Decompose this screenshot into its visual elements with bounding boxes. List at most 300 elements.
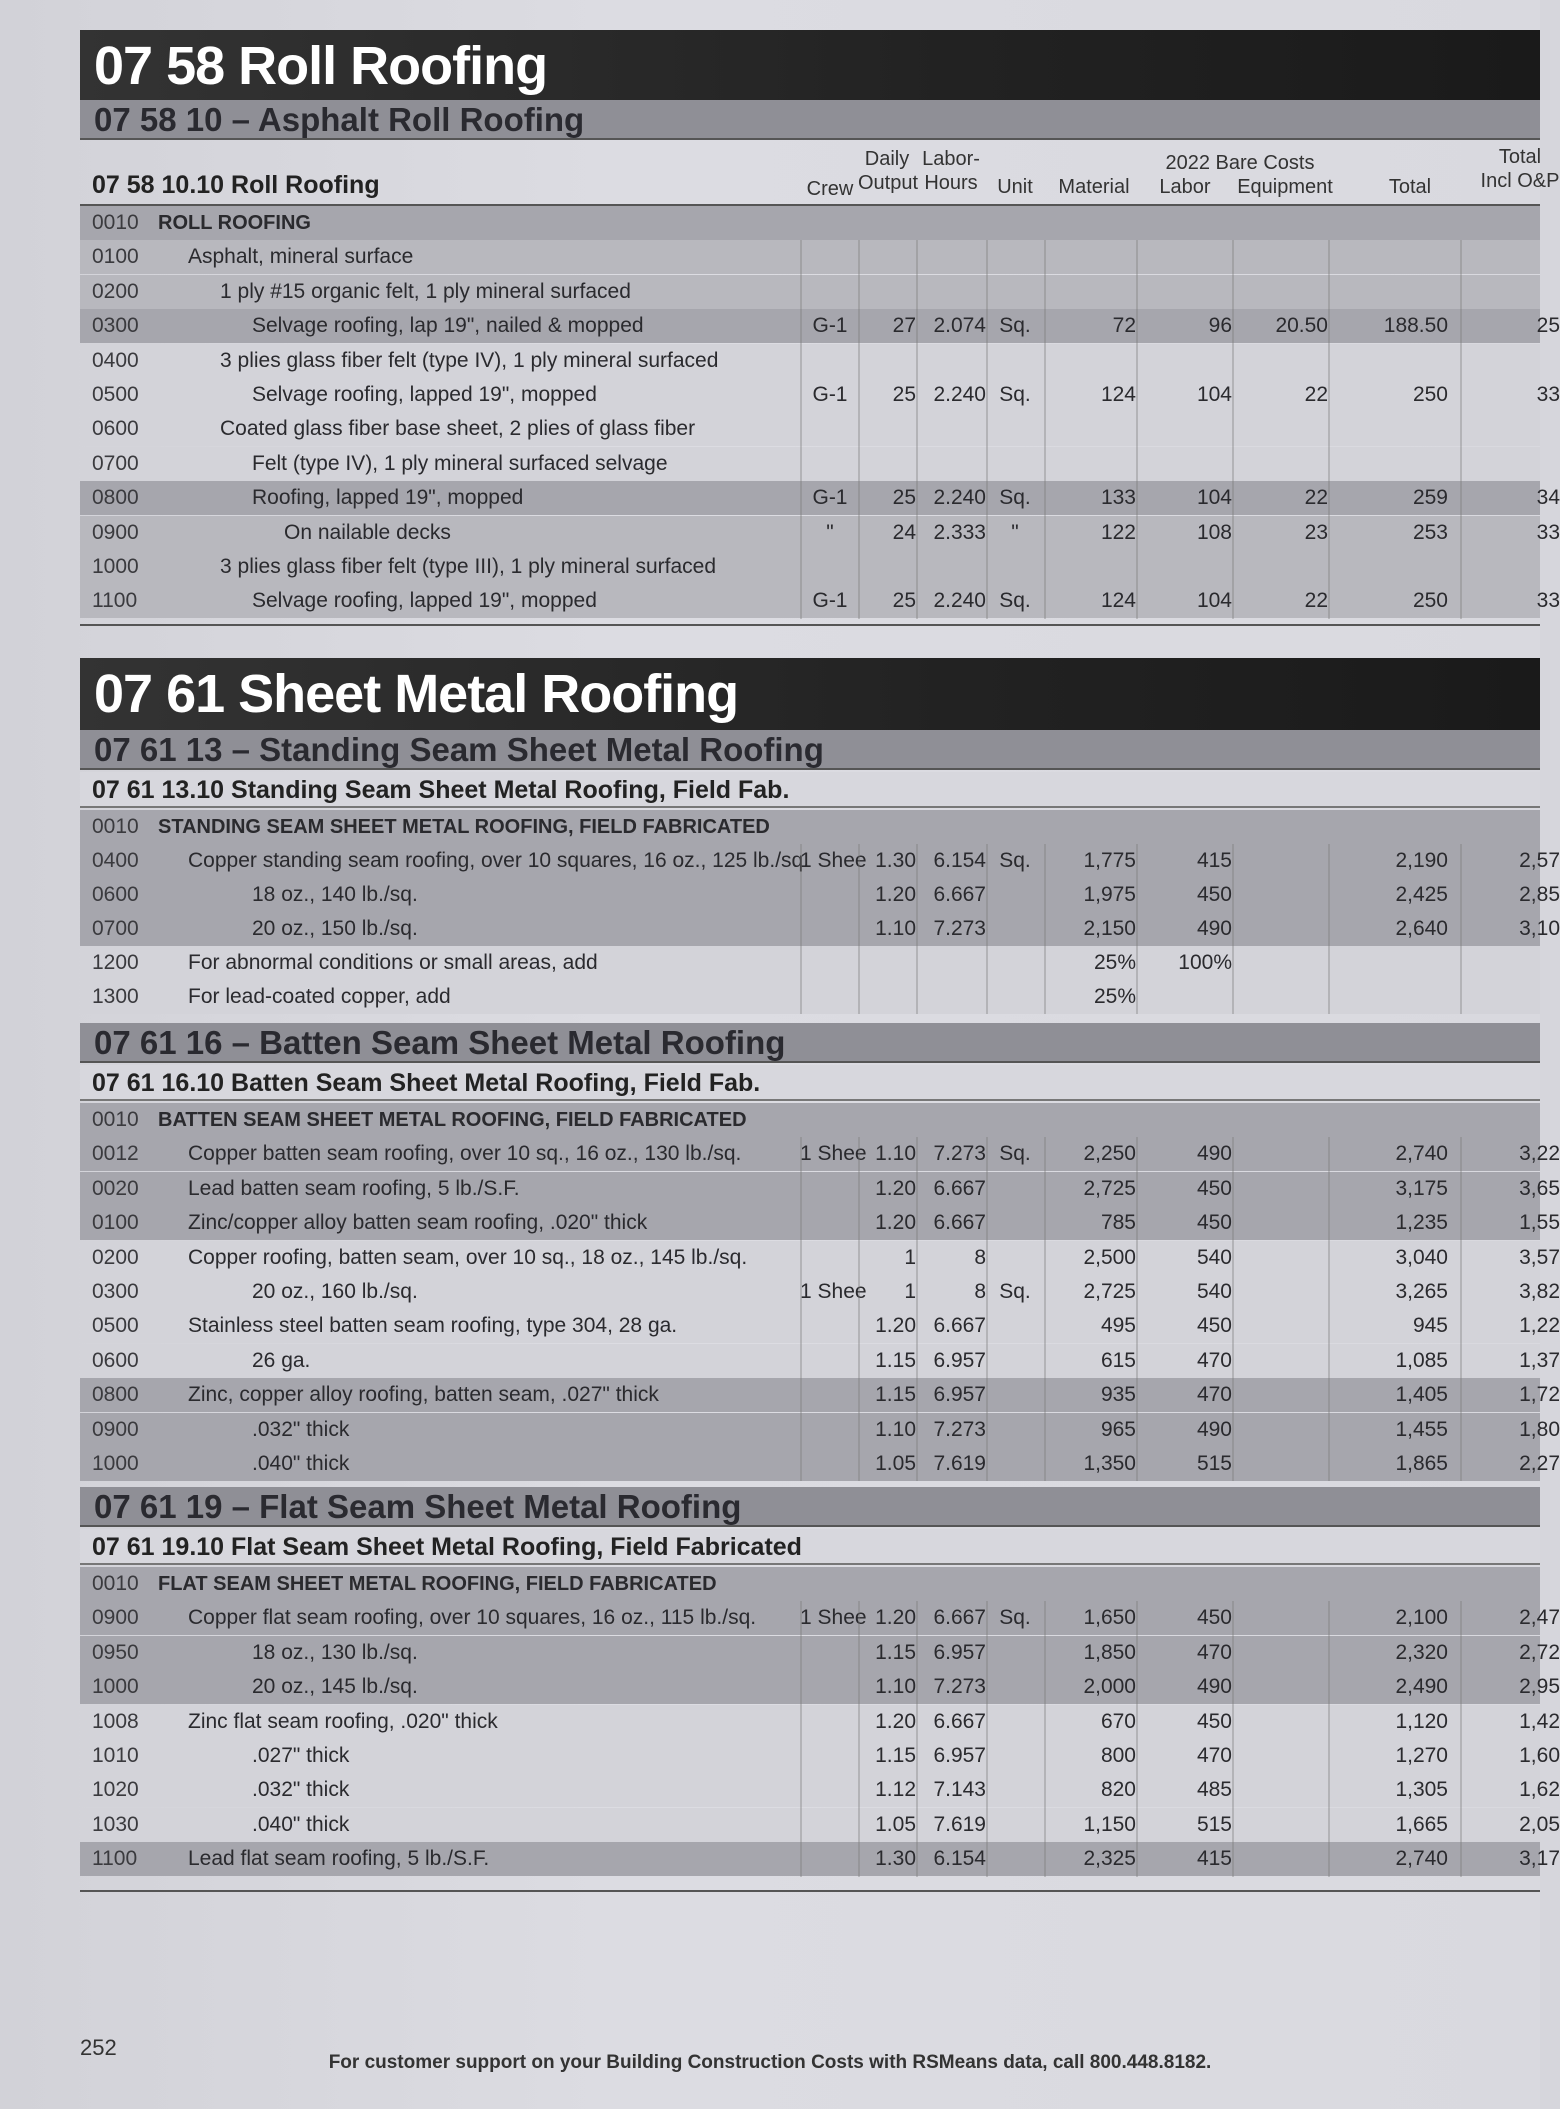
line-number: 1300 (92, 985, 139, 1008)
crew: G-1 (812, 383, 848, 406)
column-divider (1136, 240, 1138, 618)
total-incl-op: 2,47 (1519, 1606, 1560, 1630)
total-cost: 1,085 (1395, 1348, 1448, 1372)
material-cost: 124 (1100, 589, 1136, 613)
labor-cost: 450 (1196, 883, 1232, 906)
daily-output: 25 (892, 383, 916, 406)
description: .027" thick (252, 1744, 350, 1767)
description: Stainless steel batten seam roofing, type 304, 28 ga. (188, 1314, 678, 1338)
labor-cost: 108 (1196, 520, 1232, 544)
table-title: 07 58 10.10 Roll Roofing (92, 171, 380, 199)
material-cost: 122 (1100, 520, 1136, 544)
line-number: 0700 (92, 917, 139, 940)
total-incl-op: 1,37 (1519, 1348, 1560, 1372)
material-cost: 785 (1100, 1211, 1136, 1235)
column-divider (800, 1601, 802, 1876)
line-number: 0010 (92, 1108, 139, 1131)
table-row (80, 1808, 1560, 1842)
labor-cost: 450 (1196, 1176, 1232, 1200)
total-cost: 1,120 (1395, 1709, 1448, 1733)
daily-output: 1.20 (875, 1211, 916, 1235)
header-output: Output (858, 172, 919, 194)
daily-output: 24 (892, 520, 916, 544)
column-divider (1232, 240, 1234, 618)
description: 18 oz., 130 lb./sq. (252, 1640, 418, 1664)
labor-hours: 2.333 (933, 520, 986, 544)
labor-cost: 470 (1196, 1744, 1232, 1767)
table-row (80, 1137, 1560, 1171)
description: Asphalt, mineral surface (188, 245, 414, 269)
material-cost: 133 (1100, 486, 1136, 510)
daily-output: 1.12 (875, 1778, 916, 1802)
description: .032" thick (252, 1778, 350, 1802)
description: Lead flat seam roofing, 5 lb./S.F. (188, 1847, 490, 1871)
column-divider (986, 240, 988, 618)
line-number: 1000 (92, 1675, 139, 1699)
line-number: 1030 (92, 1812, 139, 1836)
description: 20 oz., 160 lb./sq. (252, 1280, 418, 1303)
total-incl-op: 2,72 (1519, 1640, 1560, 1664)
header-equipment: Equipment (1237, 176, 1333, 198)
line-number: 1008 (92, 1709, 139, 1733)
crew: 1 Shee (800, 849, 867, 872)
material-cost: 1,350 (1083, 1452, 1136, 1475)
page-number: 252 (80, 2035, 117, 2060)
table-row (80, 1842, 1560, 1876)
description: 26 ga. (252, 1348, 311, 1372)
table-row (80, 1773, 1560, 1807)
line-number: 0400 (92, 849, 139, 872)
line-number: 0500 (92, 1314, 139, 1338)
table-row (80, 912, 1560, 946)
labor-cost: 415 (1196, 1847, 1232, 1871)
header-hours: Hours (924, 172, 978, 194)
labor-hours: 7.619 (933, 1452, 986, 1475)
table-row (80, 516, 1560, 550)
labor-cost: 470 (1196, 1640, 1232, 1664)
column-divider (1232, 1137, 1234, 1481)
labor-cost: 450 (1196, 1606, 1232, 1630)
labor-hours: 7.619 (933, 1812, 986, 1836)
line-number: 1100 (92, 589, 138, 613)
column-divider (1136, 1601, 1138, 1876)
column-divider (858, 240, 860, 618)
description: Copper standing seam roofing, over 10 squares, 16 oz., 125 lb./sq. (188, 849, 810, 872)
description: For lead-coated copper, add (188, 985, 451, 1008)
description: ROLL ROOFING (158, 212, 311, 234)
total-cost: 2,100 (1395, 1606, 1448, 1630)
line-number: 0100 (92, 245, 139, 269)
total-cost: 250 (1412, 589, 1448, 613)
table-row (80, 1705, 1560, 1739)
daily-output: 1.10 (875, 917, 916, 940)
table-row (80, 1670, 1560, 1704)
line-number: 0400 (92, 348, 139, 372)
crew: G-1 (812, 589, 848, 613)
total-cost: 2,490 (1395, 1675, 1448, 1699)
material-cost: 2,250 (1083, 1142, 1136, 1166)
header-material: Material (1058, 176, 1130, 198)
divider (80, 624, 1540, 626)
material-cost: 2,150 (1083, 917, 1136, 940)
labor-hours: 6.667 (933, 1176, 986, 1200)
total-incl-op: 34 (1536, 486, 1560, 510)
labor-hours: 2.240 (933, 383, 986, 406)
equipment-cost: 22 (1304, 383, 1328, 406)
column-divider (1328, 240, 1330, 618)
column-divider (1328, 844, 1330, 1014)
line-number: 0900 (92, 1417, 139, 1441)
material-cost: 1,150 (1083, 1812, 1136, 1836)
daily-output: 1.15 (875, 1640, 916, 1664)
labor-hours: 6.667 (933, 1709, 986, 1733)
column-divider (1460, 1601, 1462, 1876)
table-row (80, 309, 1560, 343)
labor-cost: 415 (1196, 849, 1232, 872)
material-cost: 820 (1100, 1778, 1136, 1802)
material-cost: 2,000 (1083, 1675, 1136, 1699)
total-incl-op: 33 (1536, 383, 1560, 406)
labor-hours: 6.957 (933, 1348, 986, 1372)
description: .032" thick (252, 1417, 350, 1441)
column-divider (1044, 844, 1046, 1014)
total-incl-op: 33 (1536, 589, 1560, 613)
material-cost: 935 (1100, 1383, 1136, 1407)
description: 3 plies glass fiber felt (type III), 1 ply mineral surfaced (220, 555, 717, 578)
total-incl-op: 3,65 (1519, 1176, 1560, 1200)
description: .040" thick (252, 1812, 350, 1836)
labor-hours: 2.074 (933, 314, 986, 338)
labor-hours: 6.667 (933, 1606, 986, 1630)
daily-output: 1.05 (875, 1812, 916, 1836)
daily-output: 1.10 (875, 1675, 916, 1699)
material-cost: 2,500 (1083, 1245, 1136, 1269)
daily-output: 1.20 (875, 1314, 916, 1338)
equipment-cost: 22 (1304, 486, 1328, 510)
daily-output: 25 (892, 589, 916, 613)
total-incl-op: 3,82 (1519, 1280, 1560, 1303)
table-row (80, 206, 1540, 240)
table-row (80, 378, 1560, 412)
labor-cost: 450 (1196, 1314, 1232, 1338)
line-number: 0300 (92, 314, 139, 338)
crew: G-1 (812, 486, 848, 510)
column-divider (1044, 1137, 1046, 1481)
labor-hours: 2.240 (933, 589, 986, 613)
description: 20 oz., 150 lb./sq. (252, 917, 418, 940)
labor-cost: 104 (1196, 486, 1232, 510)
line-number: 1000 (92, 1452, 139, 1475)
total-incl-op: 3,57 (1519, 1245, 1560, 1269)
table-row (80, 844, 1560, 878)
line-number: 1020 (92, 1778, 139, 1802)
table-row (80, 1413, 1560, 1447)
column-divider (858, 1601, 860, 1876)
table-row (80, 1103, 1540, 1137)
total-incl-op: 3,22 (1519, 1142, 1560, 1166)
table-row (80, 946, 1540, 980)
labor-hours: 7.273 (933, 1142, 986, 1166)
description: Copper batten seam roofing, over 10 sq., 16 oz., 130 lb./sq. (188, 1142, 742, 1166)
footer-text: For customer support on your Building Construction Costs with RSMeans data, call 800.448.8182. (328, 2052, 1212, 2073)
table-row (80, 240, 1540, 274)
total-cost: 2,320 (1395, 1640, 1448, 1664)
total-incl-op: 1,55 (1519, 1211, 1560, 1235)
section-title-roll-roofing: 07 58 Roll Roofing (80, 30, 1540, 102)
table-row (80, 1275, 1560, 1309)
material-cost: 25% (1093, 985, 1136, 1008)
header-unit: Unit (997, 176, 1033, 198)
labor-hours: 6.957 (933, 1640, 986, 1664)
daily-output: 1.10 (875, 1142, 916, 1166)
header-incl-op: Incl O&P (1480, 170, 1560, 192)
header-total-op: Total (1498, 146, 1542, 168)
table-row (80, 1567, 1540, 1601)
description: Selvage roofing, lapped 19", mopped (252, 383, 597, 406)
total-incl-op: 1,62 (1519, 1778, 1560, 1802)
crew: 1 Shee (800, 1142, 867, 1166)
description: 18 oz., 140 lb./sq. (252, 883, 418, 906)
labor-hours: 6.154 (933, 1847, 986, 1871)
description: Copper flat seam roofing, over 10 squares, 16 oz., 115 lb./sq. (188, 1606, 757, 1630)
total-cost: 1,865 (1395, 1452, 1448, 1475)
total-cost: 2,190 (1395, 849, 1448, 872)
daily-output: 1.15 (875, 1383, 916, 1407)
column-divider (1460, 844, 1462, 1014)
column-divider (1328, 1137, 1330, 1481)
description: On nailable decks (284, 520, 451, 544)
unit: " (1011, 520, 1019, 544)
crew: " (826, 520, 834, 544)
line-number: 0012 (92, 1142, 139, 1166)
line-number: 0600 (92, 417, 139, 441)
daily-output: 1.30 (875, 849, 916, 872)
table-title-flat-seam: 07 61 19.10 Flat Seam Sheet Metal Roofing, Field Fabricated (80, 1529, 1540, 1565)
labor-cost: 490 (1196, 1142, 1232, 1166)
labor-hours: 7.273 (933, 917, 986, 940)
material-cost: 1,975 (1083, 883, 1136, 906)
daily-output: 1.15 (875, 1348, 916, 1372)
column-divider (800, 844, 802, 1014)
total-incl-op: 25 (1536, 314, 1560, 338)
total-incl-op: 3,17 (1519, 1847, 1560, 1871)
line-number: 1100 (92, 1847, 138, 1871)
total-incl-op: 1,60 (1519, 1744, 1560, 1767)
line-number: 0900 (92, 520, 139, 544)
line-number: 0300 (92, 1280, 139, 1303)
total-cost: 3,040 (1395, 1245, 1448, 1269)
table-row (80, 447, 1540, 481)
description: Coated glass fiber base sheet, 2 plies of glass fiber (220, 417, 696, 441)
unit: Sq. (999, 1606, 1031, 1630)
daily-output: 1 (904, 1280, 916, 1303)
column-divider (1232, 844, 1234, 1014)
line-number: 0020 (92, 1176, 139, 1200)
material-cost: 2,725 (1083, 1176, 1136, 1200)
table-row (80, 1241, 1560, 1275)
description: BATTEN SEAM SHEET METAL ROOFING, FIELD FABRICATED (158, 1109, 747, 1131)
total-incl-op: 1,42 (1519, 1709, 1560, 1733)
line-number: 0700 (92, 451, 139, 475)
description: Zinc flat seam roofing, .020" thick (188, 1709, 498, 1733)
line-number: 0600 (92, 883, 139, 906)
unit: Sq. (999, 383, 1031, 406)
total-incl-op: 1,80 (1519, 1417, 1560, 1441)
labor-hours: 6.154 (933, 849, 986, 872)
equipment-cost: 20.50 (1275, 314, 1328, 338)
labor-hours: 6.667 (933, 1314, 986, 1338)
subsection-batten-seam: 07 61 16 – Batten Seam Sheet Metal Roofing (80, 1023, 1540, 1063)
table-row (80, 878, 1560, 912)
table-row (80, 1344, 1560, 1378)
total-incl-op: 1,22 (1519, 1314, 1560, 1338)
description: Lead batten seam roofing, 5 lb./S.F. (188, 1176, 520, 1200)
line-number: 0900 (92, 1606, 139, 1630)
description: Felt (type IV), 1 ply mineral surfaced selvage (252, 451, 668, 475)
description: .040" thick (252, 1452, 350, 1475)
labor-cost: 540 (1196, 1245, 1232, 1269)
table-title-batten-seam: 07 61 16.10 Batten Seam Sheet Metal Roofing, Field Fab. (80, 1065, 1540, 1101)
table-row (80, 344, 1540, 378)
description: Zinc, copper alloy roofing, batten seam, .027" thick (188, 1383, 659, 1407)
labor-cost: 515 (1196, 1812, 1232, 1836)
column-divider (986, 1601, 988, 1876)
table-row (80, 481, 1560, 515)
table-row (80, 1636, 1560, 1670)
description: Selvage roofing, lap 19", nailed & mopped (252, 314, 644, 338)
subsection-standing-seam: 07 61 13 – Standing Seam Sheet Metal Roofing (80, 730, 1540, 770)
material-cost: 2,725 (1083, 1280, 1136, 1303)
unit: Sq. (999, 849, 1031, 872)
description: 20 oz., 145 lb./sq. (252, 1675, 418, 1699)
description: Selvage roofing, lapped 19", mopped (252, 589, 597, 613)
line-number: 0010 (92, 211, 139, 234)
material-cost: 25% (1093, 951, 1136, 974)
total-cost: 1,305 (1395, 1778, 1448, 1802)
labor-cost: 485 (1196, 1778, 1232, 1802)
table-row (80, 980, 1540, 1014)
table-row (80, 550, 1540, 584)
material-cost: 1,850 (1083, 1640, 1136, 1664)
total-cost: 2,425 (1395, 883, 1448, 906)
column-divider (986, 844, 988, 1014)
column-divider (858, 844, 860, 1014)
subsection-flat-seam: 07 61 19 – Flat Seam Sheet Metal Roofing (80, 1487, 1540, 1527)
header-labor: Labor (1159, 176, 1211, 198)
subsection-asphalt-roll-roofing: 07 58 10 – Asphalt Roll Roofing (80, 100, 1540, 140)
description: Roofing, lapped 19", mopped (252, 486, 524, 510)
unit: Sq. (999, 486, 1031, 510)
line-number: 0200 (92, 279, 139, 303)
labor-cost: 490 (1196, 1417, 1232, 1441)
crew: G-1 (812, 314, 848, 338)
total-cost: 1,665 (1395, 1812, 1448, 1836)
equipment-cost: 23 (1304, 520, 1328, 544)
header-daily: Daily (864, 148, 910, 170)
column-divider (1136, 1137, 1138, 1481)
column-divider (986, 1137, 988, 1481)
crew: 1 Shee (800, 1280, 867, 1303)
labor-cost: 104 (1196, 589, 1232, 613)
daily-output: 1.20 (875, 1176, 916, 1200)
total-cost: 2,740 (1395, 1142, 1448, 1166)
line-number: 1000 (92, 555, 139, 578)
total-incl-op: 2,27 (1519, 1452, 1560, 1475)
line-number: 0600 (92, 1348, 139, 1372)
daily-output: 25 (892, 486, 916, 510)
equipment-cost: 22 (1304, 589, 1328, 613)
total-cost: 3,175 (1395, 1176, 1448, 1200)
header-crew: Crew (806, 178, 854, 200)
total-cost: 253 (1412, 520, 1448, 544)
header-labor-hours: Labor- (922, 148, 980, 170)
table-row (80, 1172, 1560, 1206)
column-divider (1232, 1601, 1234, 1876)
line-number: 0200 (92, 1245, 139, 1269)
table-row (80, 1206, 1560, 1240)
labor-hours: 6.957 (933, 1744, 986, 1767)
material-cost: 800 (1100, 1744, 1136, 1767)
description: Copper roofing, batten seam, over 10 sq., 18 oz., 145 lb./sq. (188, 1245, 748, 1269)
labor-cost: 540 (1196, 1280, 1232, 1303)
labor-hours: 6.957 (933, 1383, 986, 1407)
total-cost: 188.50 (1383, 314, 1448, 338)
daily-output: 1.05 (875, 1452, 916, 1475)
labor-cost: 100% (1178, 951, 1232, 974)
labor-hours: 7.273 (933, 1417, 986, 1441)
total-cost: 1,270 (1395, 1744, 1448, 1767)
column-divider (916, 240, 918, 618)
description: 1 ply #15 organic felt, 1 ply mineral surfaced (220, 279, 631, 303)
description: For abnormal conditions or small areas, add (188, 951, 598, 974)
total-cost: 259 (1412, 486, 1448, 510)
unit: Sq. (999, 1280, 1031, 1303)
labor-cost: 470 (1196, 1348, 1232, 1372)
labor-hours: 7.143 (933, 1778, 986, 1802)
line-number: 0010 (92, 815, 139, 838)
labor-hours: 7.273 (933, 1675, 986, 1699)
total-cost: 945 (1412, 1314, 1448, 1338)
material-cost: 965 (1100, 1417, 1136, 1441)
daily-output: 27 (892, 314, 916, 338)
total-incl-op: 2,57 (1519, 849, 1560, 872)
table-row (80, 1739, 1560, 1773)
table-row (80, 584, 1560, 618)
line-number: 0800 (92, 1383, 139, 1407)
table-row (80, 275, 1540, 309)
column-divider (800, 1137, 802, 1481)
total-cost: 250 (1412, 383, 1448, 406)
labor-cost: 96 (1208, 314, 1232, 338)
daily-output: 1.20 (875, 1606, 916, 1630)
column-divider (1460, 240, 1462, 618)
unit: Sq. (999, 589, 1031, 613)
column-header (80, 142, 1560, 202)
column-divider (1044, 1601, 1046, 1876)
total-incl-op: 2,05 (1519, 1812, 1560, 1836)
labor-hours: 8 (974, 1280, 986, 1303)
section-title-sheet-metal-roofing: 07 61 Sheet Metal Roofing (80, 658, 1540, 730)
column-divider (1044, 240, 1046, 618)
header-total: Total (1388, 176, 1432, 198)
daily-output: 1 (904, 1245, 916, 1269)
total-incl-op: 2,95 (1519, 1675, 1560, 1699)
table-row (80, 1378, 1560, 1412)
line-number: 0950 (92, 1640, 139, 1664)
material-cost: 615 (1100, 1348, 1136, 1372)
description: FLAT SEAM SHEET METAL ROOFING, FIELD FABRICATED (158, 1573, 717, 1595)
labor-cost: 490 (1196, 1675, 1232, 1699)
